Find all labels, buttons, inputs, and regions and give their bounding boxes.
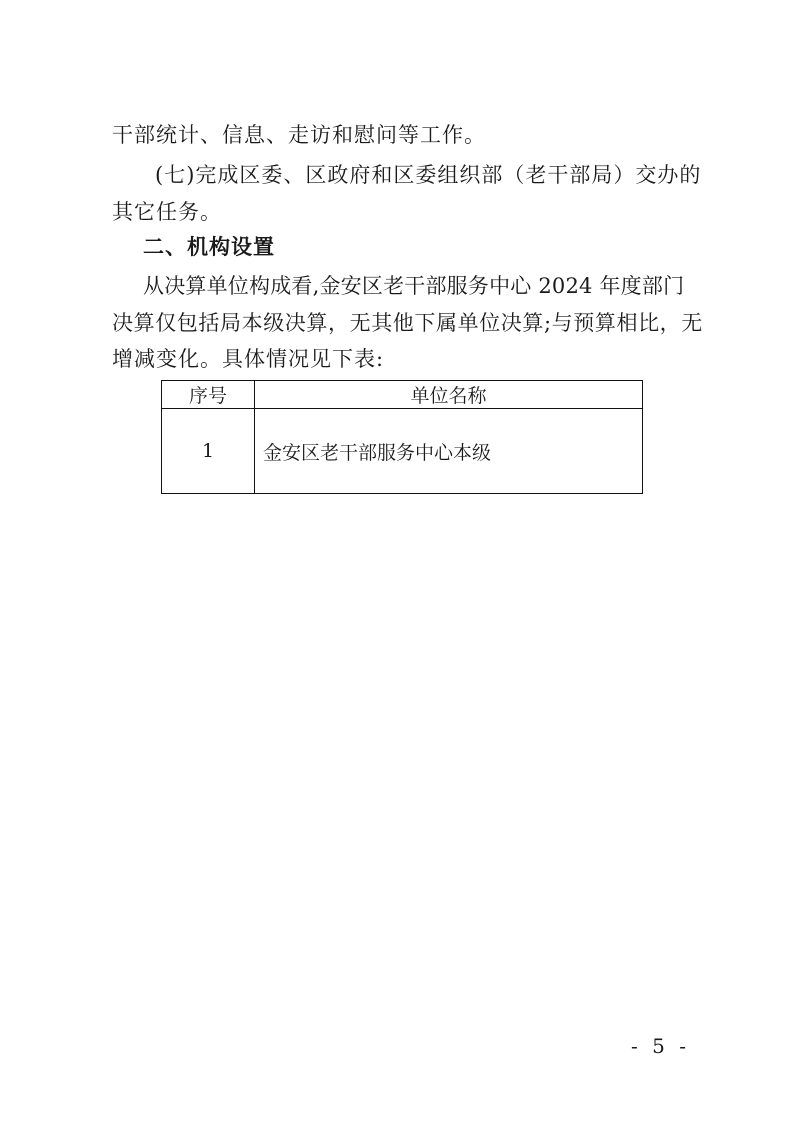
cell-number: 1 bbox=[162, 409, 255, 494]
header-number: 序号 bbox=[162, 381, 255, 409]
table-row bbox=[162, 409, 643, 494]
body-text-line: 其它任务。 bbox=[112, 200, 222, 224]
page-number: - 5 - bbox=[631, 1034, 690, 1058]
body-text-line: 增减变化。具体情况见下表: bbox=[112, 347, 385, 371]
section-heading: 二、机构设置 bbox=[143, 235, 275, 259]
header-unit-name: 单位名称 bbox=[255, 381, 643, 409]
unit-table bbox=[161, 380, 643, 494]
table-header-row bbox=[162, 381, 643, 409]
body-text-line: (七)完成区委、区政府和区委组织部（老干部局）交办的 bbox=[155, 163, 702, 187]
cell-unit-name: 金安区老干部服务中心本级 bbox=[255, 409, 643, 494]
body-text-line: 干部统计、信息、走访和慰问等工作。 bbox=[112, 123, 486, 147]
body-text-line: 从决算单位构成看,金安区老干部服务中心 2024 年度部门 bbox=[143, 274, 685, 298]
body-text-line: 决算仅包括局本级决算，无其他下属单位决算;与预算相比，无 bbox=[112, 311, 703, 335]
